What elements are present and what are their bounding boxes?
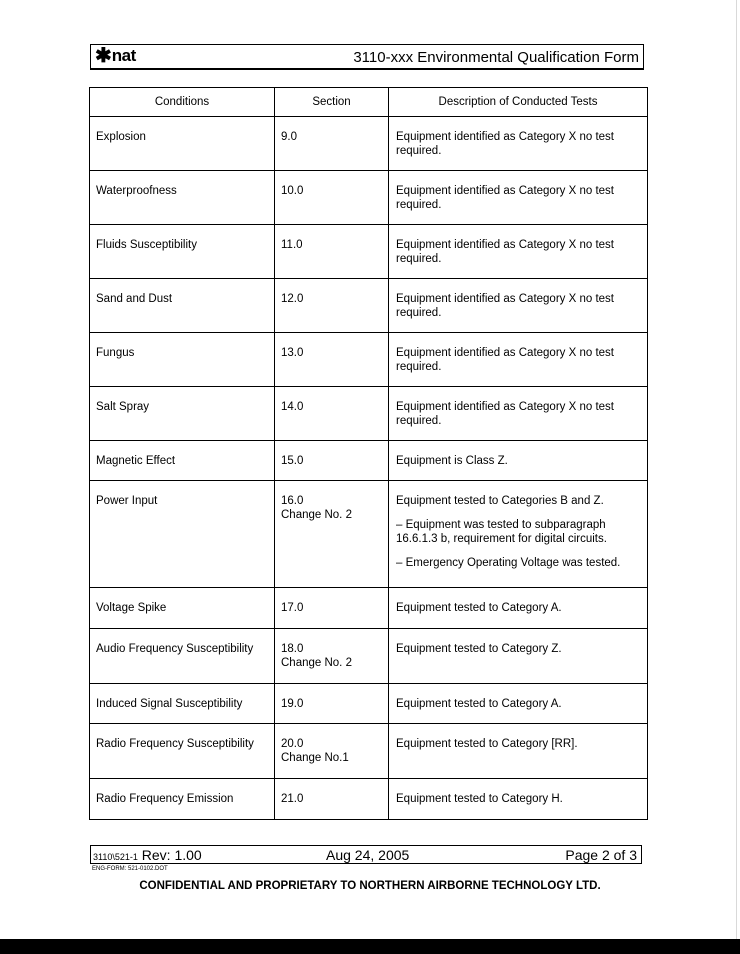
description-text: Equipment tested to Category [RR]. [396, 738, 578, 750]
form-title: 3110-xxx Environmental Qualification Form [353, 49, 639, 66]
footer-date: Aug 24, 2005 [326, 847, 410, 863]
section-number: 18.0 [281, 643, 304, 655]
section-number: 16.0 [281, 495, 304, 507]
table-header-row [90, 88, 648, 117]
page-number: Page 2 of 3 [565, 847, 637, 863]
description-cell [389, 333, 648, 387]
scan-bottom-bar [0, 939, 740, 954]
section-change-note: Change No. 2 [281, 657, 352, 669]
section-number: 19.0 [281, 698, 304, 710]
description-text: Equipment identified as Category X no test required. [396, 185, 614, 211]
description-cell [389, 779, 648, 820]
condition-cell: Sand and Dust [90, 279, 275, 333]
description-cell [389, 629, 648, 684]
description-cell [389, 724, 648, 779]
description-text: Equipment tested to Categories B and Z. [396, 495, 604, 507]
section-cell [275, 779, 389, 820]
section-cell [275, 171, 389, 225]
section-cell [275, 481, 389, 588]
description-text: Equipment tested to Category H. [396, 793, 563, 805]
condition-cell: Magnetic Effect [90, 441, 275, 481]
section-number: 20.0 [281, 738, 304, 750]
section-cell [275, 387, 389, 441]
asterisk-logo-icon: ✱ [95, 45, 112, 67]
description-cell [389, 117, 648, 171]
description-cell [389, 225, 648, 279]
section-cell [275, 225, 389, 279]
page-footer [90, 845, 642, 864]
qualification-table [89, 87, 648, 820]
description-cell [389, 279, 648, 333]
section-cell [275, 724, 389, 779]
form-code: ENG-FORM: 521-0102.DOT [92, 866, 168, 872]
condition-cell: Audio Frequency Susceptibility [90, 629, 275, 684]
table-row [90, 333, 648, 387]
description-cell [389, 387, 648, 441]
column-header-conditions: Conditions [90, 88, 275, 117]
logo-text: nat [111, 46, 136, 65]
table-row [90, 387, 648, 441]
description-cell [389, 171, 648, 225]
table-row [90, 684, 648, 724]
condition-cell: Radio Frequency Susceptibility [90, 724, 275, 779]
condition-cell: Fluids Susceptibility [90, 225, 275, 279]
section-number: 14.0 [281, 401, 304, 413]
description-text: Equipment identified as Category X no test required. [396, 239, 614, 265]
condition-cell: Waterproofness [90, 171, 275, 225]
column-header-description: Description of Conducted Tests [389, 88, 648, 117]
description-cell [389, 684, 648, 724]
section-change-note: Change No. 2 [281, 509, 352, 521]
section-number: 13.0 [281, 347, 304, 359]
table-row [90, 588, 648, 629]
table-row [90, 481, 648, 588]
section-change-note: Change No.1 [281, 752, 349, 764]
revision-label: Rev: 1.00 [141, 847, 202, 863]
description-cell [389, 441, 648, 481]
section-cell [275, 684, 389, 724]
section-number: 12.0 [281, 293, 304, 305]
section-cell [275, 333, 389, 387]
section-number: 10.0 [281, 185, 304, 197]
description-text: Equipment is Class Z. [396, 455, 508, 467]
table-row [90, 779, 648, 820]
table-row [90, 724, 648, 779]
table-row [90, 279, 648, 333]
section-cell [275, 588, 389, 629]
condition-cell: Power Input [90, 481, 275, 588]
section-number: 17.0 [281, 602, 304, 614]
description-text: Equipment tested to Category Z. [396, 643, 562, 655]
description-text: Equipment identified as Category X no test required. [396, 347, 614, 373]
description-cell [389, 481, 648, 588]
description-cell [389, 588, 648, 629]
description-text: – Equipment was tested to subparagraph 16.6.1.3 b, requirement for digital circuits. [396, 519, 607, 545]
description-text: Equipment identified as Category X no test required. [396, 131, 614, 157]
confidentiality-notice: CONFIDENTIAL AND PROPRIETARY TO NORTHERN AIRBORNE TECHNOLOGY LTD. [139, 880, 601, 892]
condition-cell: Salt Spray [90, 387, 275, 441]
description-text: – Emergency Operating Voltage was tested. [396, 557, 621, 569]
condition-cell: Explosion [90, 117, 275, 171]
description-text: Equipment tested to Category A. [396, 698, 562, 710]
scan-edge-line [736, 0, 737, 954]
section-number: 11.0 [281, 239, 303, 251]
description-text: Equipment tested to Category A. [396, 602, 562, 614]
nat-logo [95, 46, 136, 66]
document-code: 3110\521-1 [93, 852, 138, 862]
footer-revision-block [93, 847, 202, 863]
section-number: 15.0 [281, 455, 304, 467]
section-cell [275, 629, 389, 684]
condition-cell: Radio Frequency Emission [90, 779, 275, 820]
table-row [90, 441, 648, 481]
section-cell [275, 117, 389, 171]
page-header [90, 44, 644, 70]
condition-cell: Induced Signal Susceptibility [90, 684, 275, 724]
column-header-section: Section [275, 88, 389, 117]
section-cell [275, 441, 389, 481]
table-row [90, 225, 648, 279]
condition-cell: Voltage Spike [90, 588, 275, 629]
table-row [90, 171, 648, 225]
table-row [90, 629, 648, 684]
section-number: 9.0 [281, 131, 297, 143]
table-row [90, 117, 648, 171]
description-text: Equipment identified as Category X no test required. [396, 401, 614, 427]
condition-cell: Fungus [90, 333, 275, 387]
section-cell [275, 279, 389, 333]
table-body [90, 117, 648, 820]
description-text: Equipment identified as Category X no test required. [396, 293, 614, 319]
section-number: 21.0 [281, 793, 304, 805]
